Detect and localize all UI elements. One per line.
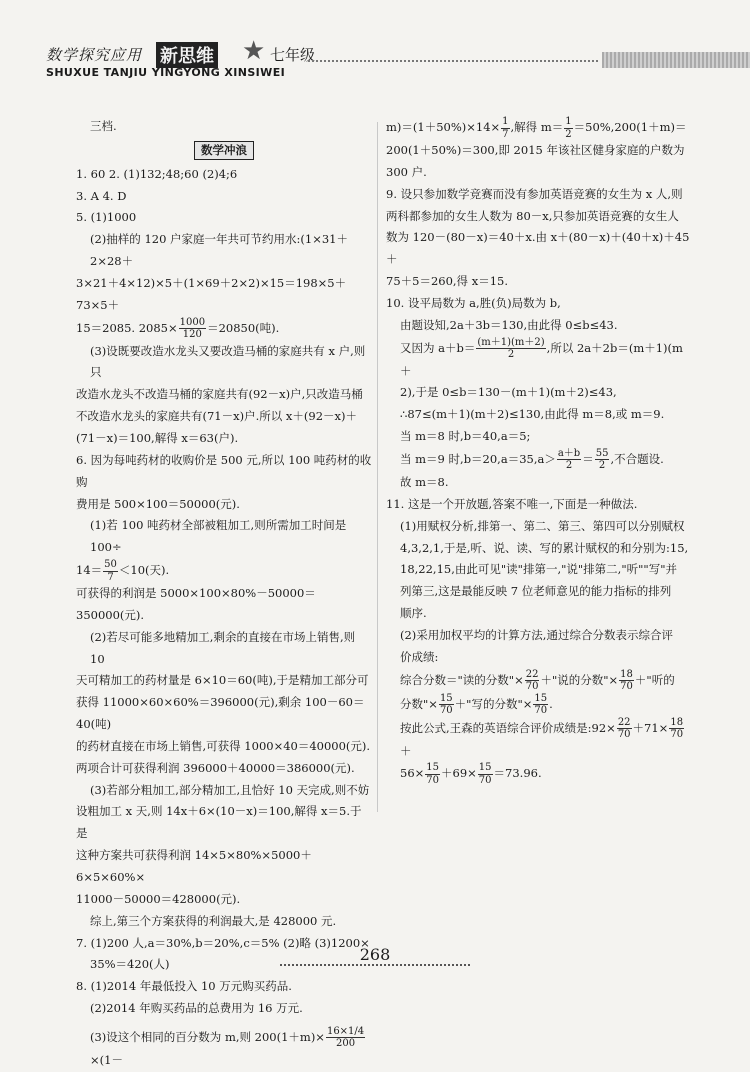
star-icon: ★ — [242, 36, 266, 66]
answer-line: 又因为 a＋b＝ $\frac{(m+1)(m+2)}{2}$ ,所以 2a＋2b＝(m＋1)(m＋ — [400, 336, 683, 378]
answer-line: 三档. — [90, 119, 117, 133]
answer-line: 300 户. — [386, 164, 427, 179]
answer-line: 7. (1)200 人,a＝30%,b＝20%,c＝5% (2)略 (3)1200× — [76, 935, 370, 950]
answer-line: 可获得的利润是 5000×100×80%－50000＝350000(元). — [76, 586, 316, 622]
fraction: $\frac{1}{7}$ — [502, 116, 509, 140]
answer-line: (2)抽样的 120 户家庭一年共可节约用水:(1×31＋2×28＋ — [90, 232, 348, 269]
fraction: $\frac{16\times 1/4}{200}$ — [326, 1025, 365, 1050]
answer-line: 18,22,15,由此可见"读"排第一,"说"排第二,"听""写"并 — [400, 562, 677, 577]
series-pinyin: SHUXUE TANJIU YINGYONG XINSIWEI — [46, 66, 286, 79]
answer-line: 200(1＋50%)＝300,即 2015 年该社区健身家庭的户数为 — [386, 143, 685, 157]
answer-line: 改造水龙头不改造马桶的家庭共有(92－x)户,只改造马桶 — [76, 387, 363, 402]
fraction: $\frac{15}{70}$ — [439, 692, 453, 717]
answer-line: (2)采用加权平均的计算方法,通过综合分数表示综合评 — [400, 627, 673, 642]
footer-dotted-rule — [280, 964, 470, 966]
answer-line: 11000－50000＝428000(元). — [76, 891, 241, 906]
series-title: 数学探究应用 — [46, 46, 143, 64]
answer-line: (1)若 100 吨药材全部被粗加工,则所需加工时间是 100÷ — [90, 518, 347, 555]
answer-line: 费用是 500×100＝50000(元). — [76, 496, 240, 511]
answer-line: 8. (1)2014 年最低投入 10 万元购买药品. — [76, 979, 292, 994]
fraction: $\frac{18}{70}$ — [670, 716, 684, 741]
answer-line: 4,3,2,1,于是,听、说、读、写的累计赋权的和分别为:15, — [400, 540, 689, 555]
fraction: $\frac{1000}{120}$ — [179, 316, 206, 341]
answer-line: 9. 设只参加数学竞赛而没有参加英语竞赛的女生为 x 人,则 — [386, 186, 683, 201]
header-pattern-band — [602, 52, 750, 68]
answer-line: 设粗加工 x 天,则 14x＋6×(10－x)＝100,解得 x＝5.于是 — [76, 804, 362, 841]
answer-line: 2),于是 0≤b＝130－(m＋1)(m＋2)≤43, — [400, 385, 617, 400]
answer-line: 当 m＝9 时,b＝20,a＝35,a＞ $\frac{a+b}{2}$ ＝ $\frac{55}{2}$ ,不合题设. — [400, 447, 664, 472]
book-title: 新思维 — [156, 42, 218, 68]
answer-line: 11. 这是一个开放题,答案不唯一,下面是一种做法. — [386, 496, 638, 511]
answer-line: 5. (1)1000 — [76, 210, 137, 225]
answer-line: ∴87≤(m＋1)(m＋2)≤130,由此得 m＝8,或 m＝9. — [400, 407, 665, 422]
answer-line: 两项合计可获得利润 396000＋40000＝386000(元). — [76, 760, 355, 775]
answer-line: 75＋5＝260,得 x＝15. — [386, 274, 508, 289]
answer-line: (2)若尽可能多地精加工,剩余的直接在市场上销售,则 10 — [90, 629, 356, 666]
answer-line: 综上,第三个方案获得的利润最大,是 428000 元. — [90, 913, 337, 928]
fraction: $\frac{15}{70}$ — [478, 762, 492, 786]
answer-line: 这种方案共可获得利润 14×5×80%×5000＋6×5×60%× — [76, 848, 312, 884]
answer-line: 15＝2085. 2085× $\frac{1000}{120}$ ＝20850(吨). — [76, 316, 280, 341]
right-column — [386, 116, 692, 786]
fraction: $\frac{(m+1)(m+2)}{2}$ — [477, 336, 545, 361]
page-footer — [0, 945, 750, 966]
answer-line: 不改造水龙头的家庭共有(71－x)户.所以 x＋(92－x)＋ — [76, 409, 357, 424]
answer-line: (2)2014 年购买药品的总费用为 16 万元. — [90, 1001, 303, 1016]
answer-line: 由题设知,2a＋3b＝130,由此得 0≤b≤43. — [400, 317, 618, 332]
page-header — [46, 36, 746, 84]
answer-line: (3)设既要改造水龙头又要改造马桶的家庭共有 x 户,则只 — [90, 343, 366, 380]
fraction: $\frac{15}{70}$ — [426, 762, 440, 786]
left-column — [76, 116, 372, 1072]
answer-line: 综合分数＝"读的分数"× $\frac{22}{70}$ ＋"说的分数"× $\frac{18}{70}$ ＋"听的 — [400, 668, 675, 693]
answer-line: 获得 11000×60×60%＝396000(元),剩余 100－60＝40(吨) — [76, 695, 365, 732]
answer-line: 3. A 4. D — [76, 188, 127, 203]
answer-line: 10. 设平局数为 a,胜(负)局数为 b, — [386, 295, 561, 310]
section-title: 数学冲浪 — [194, 141, 254, 160]
answer-line: 数为 120－(80－x)＝40＋x.由 x＋(80－x)＋(40＋x)＋45＋ — [386, 230, 690, 267]
header-dotted-rule — [308, 60, 598, 62]
answer-line: 当 m＝8 时,b＝40,a＝5; — [400, 429, 531, 444]
answer-line: (3)设这个相同的百分数为 m,则 200(1＋m)× $\frac{16\times 1/4}{200}$ ×(1－ — [90, 1025, 365, 1067]
fraction: $\frac{18}{70}$ — [620, 668, 633, 693]
fraction: $\frac{55}{2}$ — [595, 447, 609, 472]
answer-line: (71－x)＝100,解得 x＝63(户). — [76, 430, 239, 445]
answer-line: 故 m＝8. — [400, 474, 449, 489]
answer-line: 56× $\frac{15}{70}$ ＋69× $\frac{15}{70}$ ＝73.96. — [400, 762, 542, 786]
answer-line: m)＝(1＋50%)×14× $\frac{1}{7}$ ,解得 m＝ $\frac{1}{2}$ ＝50%,200(1＋m)＝ — [386, 116, 687, 140]
fraction: $\frac{22}{70}$ — [525, 668, 539, 693]
answer-line: 顺序. — [400, 606, 427, 621]
answer-line: 35%＝420(人) — [90, 957, 170, 972]
page-number: 268 — [359, 945, 391, 964]
fraction: $\frac{1}{2}$ — [565, 116, 572, 140]
answer-line: (3)若部分粗加工,部分精加工,且恰好 10 天完成,则不妨 — [90, 782, 370, 797]
answer-line: 列第三,这是最能反映 7 位老师意见的能力指标的排列 — [400, 584, 672, 599]
column-divider — [377, 122, 378, 812]
fraction: $\frac{50}{7}$ — [104, 559, 117, 583]
answer-line: 分数"× $\frac{15}{70}$ ＋"写的分数"× $\frac{15}{70}$ . — [400, 692, 553, 717]
answer-line: 6. 因为每吨药材的收购价是 500 元,所以 100 吨药材的收购 — [76, 452, 372, 489]
answer-line: 3×21＋4×12)×5＋(1×69＋2×2)×15＝198×5＋73×5＋ — [76, 275, 347, 312]
answer-line: 天可精加工的药材量是 6×10＝60(吨),于是精加工部分可 — [76, 673, 369, 688]
answer-line: 14＝ $\frac{50}{7}$ ＜10(天). — [76, 559, 170, 583]
section-heading — [76, 140, 372, 162]
answer-line: 按此公式,王森的英语综合评价成绩是:92× $\frac{22}{70}$ ＋71× $\frac{18}{70}$ ＋ — [400, 716, 684, 758]
fraction: $\frac{15}{70}$ — [534, 692, 548, 717]
answer-line: 价成绩: — [400, 649, 439, 664]
answer-line: 的药材直接在市场上销售,可获得 1000×40＝40000(元). — [76, 738, 371, 753]
answer-line: 1. 60 2. (1)132;48;60 (2)4;6 — [76, 166, 238, 181]
answer-line: (1)用赋权分析,排第一、第二、第三、第四可以分别赋权 — [400, 518, 685, 533]
fraction: $\frac{22}{70}$ — [617, 716, 631, 741]
grade-label: 七年级 — [270, 46, 316, 64]
fraction: $\frac{a+b}{2}$ — [557, 447, 581, 472]
answer-line: 两科都参加的女生人数为 80－x,只参加英语竞赛的女生人 — [386, 208, 679, 223]
